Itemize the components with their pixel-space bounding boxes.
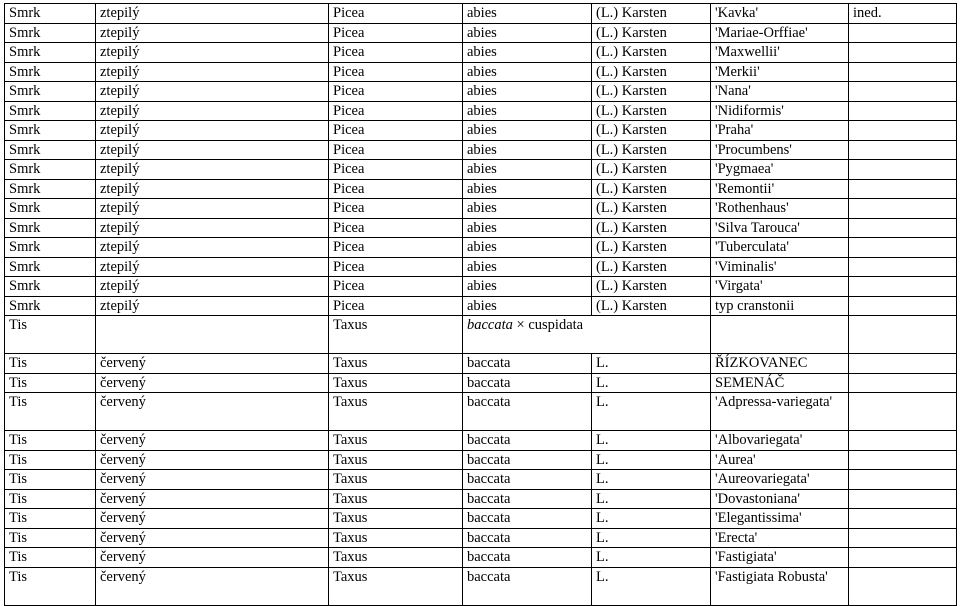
cell-note xyxy=(849,121,957,141)
table-row xyxy=(5,450,957,470)
cell-genus-czech: Smrk xyxy=(5,199,96,219)
cell-note xyxy=(849,393,957,431)
cell-species-czech: červený xyxy=(96,354,329,374)
cell-genus-czech: Tis xyxy=(5,567,96,605)
cell-genus-czech: Smrk xyxy=(5,238,96,258)
table-row xyxy=(5,548,957,568)
cell-species-latin: abies xyxy=(463,160,592,180)
cell-cultivar: 'Nidiformis' xyxy=(711,101,849,121)
cell-genus-latin: Taxus xyxy=(329,450,463,470)
cell-cultivar: typ cranstonii xyxy=(711,296,849,316)
cell-genus-czech: Tis xyxy=(5,470,96,490)
cell-genus-czech: Tis xyxy=(5,509,96,529)
cell-author: L. xyxy=(592,373,711,393)
cell-cultivar: 'Fastigiata' xyxy=(711,548,849,568)
cell-genus-czech: Smrk xyxy=(5,121,96,141)
cell-genus-czech: Smrk xyxy=(5,140,96,160)
cell-cultivar: 'Aurea' xyxy=(711,450,849,470)
table-row xyxy=(5,238,957,258)
cell-species-czech: červený xyxy=(96,373,329,393)
cell-species-czech: červený xyxy=(96,548,329,568)
cell-cultivar: 'Remontii' xyxy=(711,179,849,199)
cell-note xyxy=(849,567,957,605)
cell-note xyxy=(849,101,957,121)
cell-note xyxy=(849,257,957,277)
cell-species-latin: abies xyxy=(463,179,592,199)
hybrid-parent-name: baccata xyxy=(467,317,513,333)
cell-note xyxy=(849,509,957,529)
cell-species-czech: ztepilý xyxy=(96,121,329,141)
cell-species-czech: ztepilý xyxy=(96,199,329,219)
cell-genus-latin: Picea xyxy=(329,121,463,141)
cell-species-latin: abies xyxy=(463,238,592,258)
cell-genus-latin: Taxus xyxy=(329,373,463,393)
cell-species-czech: ztepilý xyxy=(96,43,329,63)
table-row xyxy=(5,199,957,219)
cell-genus-czech: Smrk xyxy=(5,101,96,121)
cell-genus-latin: Taxus xyxy=(329,509,463,529)
cell-note xyxy=(849,199,957,219)
cell-genus-latin: Taxus xyxy=(329,489,463,509)
table-row xyxy=(5,257,957,277)
cell-species-czech: ztepilý xyxy=(96,62,329,82)
cell-author: L. xyxy=(592,354,711,374)
cell-species-latin: baccata xyxy=(463,450,592,470)
cell-cultivar: 'Silva Tarouca' xyxy=(711,218,849,238)
cell-genus-czech: Smrk xyxy=(5,160,96,180)
cell-cultivar: 'Tuberculata' xyxy=(711,238,849,258)
cell-species-czech: červený xyxy=(96,470,329,490)
cell-note xyxy=(849,548,957,568)
table-row xyxy=(5,528,957,548)
cell-note xyxy=(849,316,957,354)
cell-author: (L.) Karsten xyxy=(592,238,711,258)
cell-species-latin: abies xyxy=(463,4,592,24)
cell-author: L. xyxy=(592,567,711,605)
cell-genus-latin: Picea xyxy=(329,23,463,43)
cell-cultivar: 'Procumbens' xyxy=(711,140,849,160)
cell-species-latin: baccata xyxy=(463,470,592,490)
cell-author: (L.) Karsten xyxy=(592,43,711,63)
cell-note xyxy=(849,450,957,470)
cell-species-czech: červený xyxy=(96,528,329,548)
cell-genus-czech: Tis xyxy=(5,373,96,393)
cell-species-latin: baccata xyxy=(463,393,592,431)
cell-species-latin: abies xyxy=(463,82,592,102)
table-row xyxy=(5,218,957,238)
table-row xyxy=(5,296,957,316)
cell-genus-latin: Taxus xyxy=(329,567,463,605)
cell-author: (L.) Karsten xyxy=(592,101,711,121)
cell-genus-latin: Picea xyxy=(329,62,463,82)
cell-genus-czech: Tis xyxy=(5,316,96,354)
cell-genus-latin: Picea xyxy=(329,179,463,199)
cell-genus-czech: Smrk xyxy=(5,218,96,238)
table-row xyxy=(5,509,957,529)
cell-note xyxy=(849,238,957,258)
cell-genus-latin: Picea xyxy=(329,4,463,24)
cell-note xyxy=(849,528,957,548)
table-row xyxy=(5,121,957,141)
table-row xyxy=(5,431,957,451)
cell-species-czech: červený xyxy=(96,567,329,605)
cell-note xyxy=(849,23,957,43)
cell-genus-czech: Tis xyxy=(5,450,96,470)
cell-genus-czech: Smrk xyxy=(5,43,96,63)
cell-species-czech: červený xyxy=(96,431,329,451)
table-row xyxy=(5,160,957,180)
cell-species-czech: ztepilý xyxy=(96,296,329,316)
cell-author: (L.) Karsten xyxy=(592,23,711,43)
cell-genus-latin: Picea xyxy=(329,199,463,219)
cell-cultivar: 'Adpressa-variegata' xyxy=(711,393,849,431)
cell-author: (L.) Karsten xyxy=(592,199,711,219)
cell-genus-latin: Taxus xyxy=(329,393,463,431)
cell-author: L. xyxy=(592,450,711,470)
cell-author: L. xyxy=(592,548,711,568)
cell-genus-czech: Smrk xyxy=(5,296,96,316)
cell-cultivar: 'Merkii' xyxy=(711,62,849,82)
cell-species-czech: ztepilý xyxy=(96,179,329,199)
cell-note xyxy=(849,277,957,297)
cell-cultivar: 'Erecta' xyxy=(711,528,849,548)
cell-species-czech: ztepilý xyxy=(96,82,329,102)
cell-cultivar: 'Virgata' xyxy=(711,277,849,297)
cell-species-latin: abies xyxy=(463,101,592,121)
cell-species-latin: baccata xyxy=(463,489,592,509)
cell-genus-czech: Smrk xyxy=(5,62,96,82)
cell-author: (L.) Karsten xyxy=(592,296,711,316)
cell-author: (L.) Karsten xyxy=(592,257,711,277)
cell-note xyxy=(849,218,957,238)
cell-genus-czech: Tis xyxy=(5,393,96,431)
cell-note xyxy=(849,140,957,160)
cell-species-czech: ztepilý xyxy=(96,238,329,258)
cell-cultivar: SEMENÁČ xyxy=(711,373,849,393)
cell-genus-latin: Picea xyxy=(329,140,463,160)
cell-note xyxy=(849,82,957,102)
cell-species-latin: abies xyxy=(463,43,592,63)
cell-author: (L.) Karsten xyxy=(592,179,711,199)
cell-species-latin: abies xyxy=(463,62,592,82)
cell-author: (L.) Karsten xyxy=(592,62,711,82)
cell-genus-latin: Taxus xyxy=(329,316,463,354)
cell-cultivar: 'Fastigiata Robusta' xyxy=(711,567,849,605)
cell-genus-latin: Taxus xyxy=(329,470,463,490)
cell-author: (L.) Karsten xyxy=(592,140,711,160)
cell-genus-latin: Taxus xyxy=(329,528,463,548)
cell-species-czech: ztepilý xyxy=(96,23,329,43)
cell-genus-czech: Smrk xyxy=(5,257,96,277)
table-row xyxy=(5,354,957,374)
plant-list-table xyxy=(4,3,957,606)
cell-cultivar: 'Pygmaea' xyxy=(711,160,849,180)
table-row xyxy=(5,179,957,199)
cell-species-czech: ztepilý xyxy=(96,101,329,121)
cell-species-latin: abies xyxy=(463,296,592,316)
cell-genus-czech: Smrk xyxy=(5,277,96,297)
cell-author: L. xyxy=(592,431,711,451)
table-row xyxy=(5,316,957,354)
cell-species-czech: ztepilý xyxy=(96,277,329,297)
cell-note xyxy=(849,431,957,451)
cell-species-latin: abies xyxy=(463,277,592,297)
cell-cultivar xyxy=(711,316,849,354)
cell-genus-latin: Taxus xyxy=(329,548,463,568)
cell-species-czech: červený xyxy=(96,489,329,509)
cell-species-czech xyxy=(96,316,329,354)
table-row xyxy=(5,393,957,431)
cell-species-latin: abies xyxy=(463,218,592,238)
cell-species-latin: baccata xyxy=(463,528,592,548)
cell-cultivar: ŘÍZKOVANEC xyxy=(711,354,849,374)
cell-species-latin: baccata xyxy=(463,567,592,605)
cell-note xyxy=(849,179,957,199)
cell-genus-czech: Tis xyxy=(5,431,96,451)
cell-genus-czech: Smrk xyxy=(5,179,96,199)
cell-author: L. xyxy=(592,509,711,529)
cell-genus-czech: Tis xyxy=(5,548,96,568)
cell-author: (L.) Karsten xyxy=(592,277,711,297)
table-row xyxy=(5,567,957,605)
cell-species-latin: baccata xyxy=(463,431,592,451)
cell-genus-latin: Picea xyxy=(329,160,463,180)
cell-genus-latin: Taxus xyxy=(329,431,463,451)
table-row xyxy=(5,82,957,102)
cell-note xyxy=(849,489,957,509)
cell-author: (L.) Karsten xyxy=(592,4,711,24)
cell-species-czech: červený xyxy=(96,393,329,431)
cell-author: L. xyxy=(592,489,711,509)
cell-genus-latin: Picea xyxy=(329,296,463,316)
cell-species-latin: baccata xyxy=(463,509,592,529)
table-row xyxy=(5,373,957,393)
cell-cultivar: 'Elegantissima' xyxy=(711,509,849,529)
cell-cultivar: 'Viminalis' xyxy=(711,257,849,277)
table-row xyxy=(5,489,957,509)
cell-genus-latin: Picea xyxy=(329,101,463,121)
cell-genus-czech: Tis xyxy=(5,354,96,374)
table-row xyxy=(5,277,957,297)
cell-species-czech: červený xyxy=(96,450,329,470)
cell-species-latin: baccata xyxy=(463,373,592,393)
cell-cultivar: 'Mariae-Orffiae' xyxy=(711,23,849,43)
cell-species-latin: baccata xyxy=(463,354,592,374)
table-row xyxy=(5,101,957,121)
cell-species-latin: abies xyxy=(463,199,592,219)
cell-genus-latin: Picea xyxy=(329,257,463,277)
cell-cultivar: 'Dovastoniana' xyxy=(711,489,849,509)
cell-species-latin: baccata × cuspidata xyxy=(463,316,711,354)
cell-note xyxy=(849,43,957,63)
cell-species-czech: ztepilý xyxy=(96,160,329,180)
cell-note xyxy=(849,160,957,180)
table-body xyxy=(5,4,957,606)
cell-author: (L.) Karsten xyxy=(592,160,711,180)
cell-author: (L.) Karsten xyxy=(592,82,711,102)
cell-genus-latin: Taxus xyxy=(329,354,463,374)
cell-species-czech: ztepilý xyxy=(96,4,329,24)
cell-genus-czech: Tis xyxy=(5,528,96,548)
cell-note xyxy=(849,354,957,374)
cell-species-latin: abies xyxy=(463,23,592,43)
cell-species-czech: ztepilý xyxy=(96,140,329,160)
cell-cultivar: 'Maxwellii' xyxy=(711,43,849,63)
cell-note xyxy=(849,62,957,82)
cell-species-latin: abies xyxy=(463,140,592,160)
cell-cultivar: 'Aureovariegata' xyxy=(711,470,849,490)
cell-genus-latin: Picea xyxy=(329,43,463,63)
cell-species-latin: baccata xyxy=(463,548,592,568)
cell-species-czech: červený xyxy=(96,509,329,529)
cell-author: L. xyxy=(592,528,711,548)
cell-note: ined. xyxy=(849,4,957,24)
table-row xyxy=(5,470,957,490)
cell-genus-latin: Picea xyxy=(329,277,463,297)
cell-genus-latin: Picea xyxy=(329,82,463,102)
cell-genus-czech: Smrk xyxy=(5,4,96,24)
cell-species-czech: ztepilý xyxy=(96,257,329,277)
cell-genus-latin: Picea xyxy=(329,238,463,258)
table-row xyxy=(5,140,957,160)
cell-genus-latin: Picea xyxy=(329,218,463,238)
cell-genus-czech: Tis xyxy=(5,489,96,509)
cell-species-latin: abies xyxy=(463,121,592,141)
cell-cultivar: 'Kavka' xyxy=(711,4,849,24)
cell-author: (L.) Karsten xyxy=(592,218,711,238)
cell-author: L. xyxy=(592,393,711,431)
cell-species-czech: ztepilý xyxy=(96,218,329,238)
table-row xyxy=(5,23,957,43)
cell-note xyxy=(849,373,957,393)
cell-note xyxy=(849,470,957,490)
cell-note xyxy=(849,296,957,316)
table-row xyxy=(5,43,957,63)
cell-cultivar: 'Rothenhaus' xyxy=(711,199,849,219)
table-row xyxy=(5,4,957,24)
cell-cultivar: 'Albovariegata' xyxy=(711,431,849,451)
table-row xyxy=(5,62,957,82)
cell-genus-czech: Smrk xyxy=(5,82,96,102)
cell-species-latin: abies xyxy=(463,257,592,277)
cell-genus-czech: Smrk xyxy=(5,23,96,43)
cell-cultivar: 'Praha' xyxy=(711,121,849,141)
cell-cultivar: 'Nana' xyxy=(711,82,849,102)
cell-author: (L.) Karsten xyxy=(592,121,711,141)
cell-author: L. xyxy=(592,470,711,490)
